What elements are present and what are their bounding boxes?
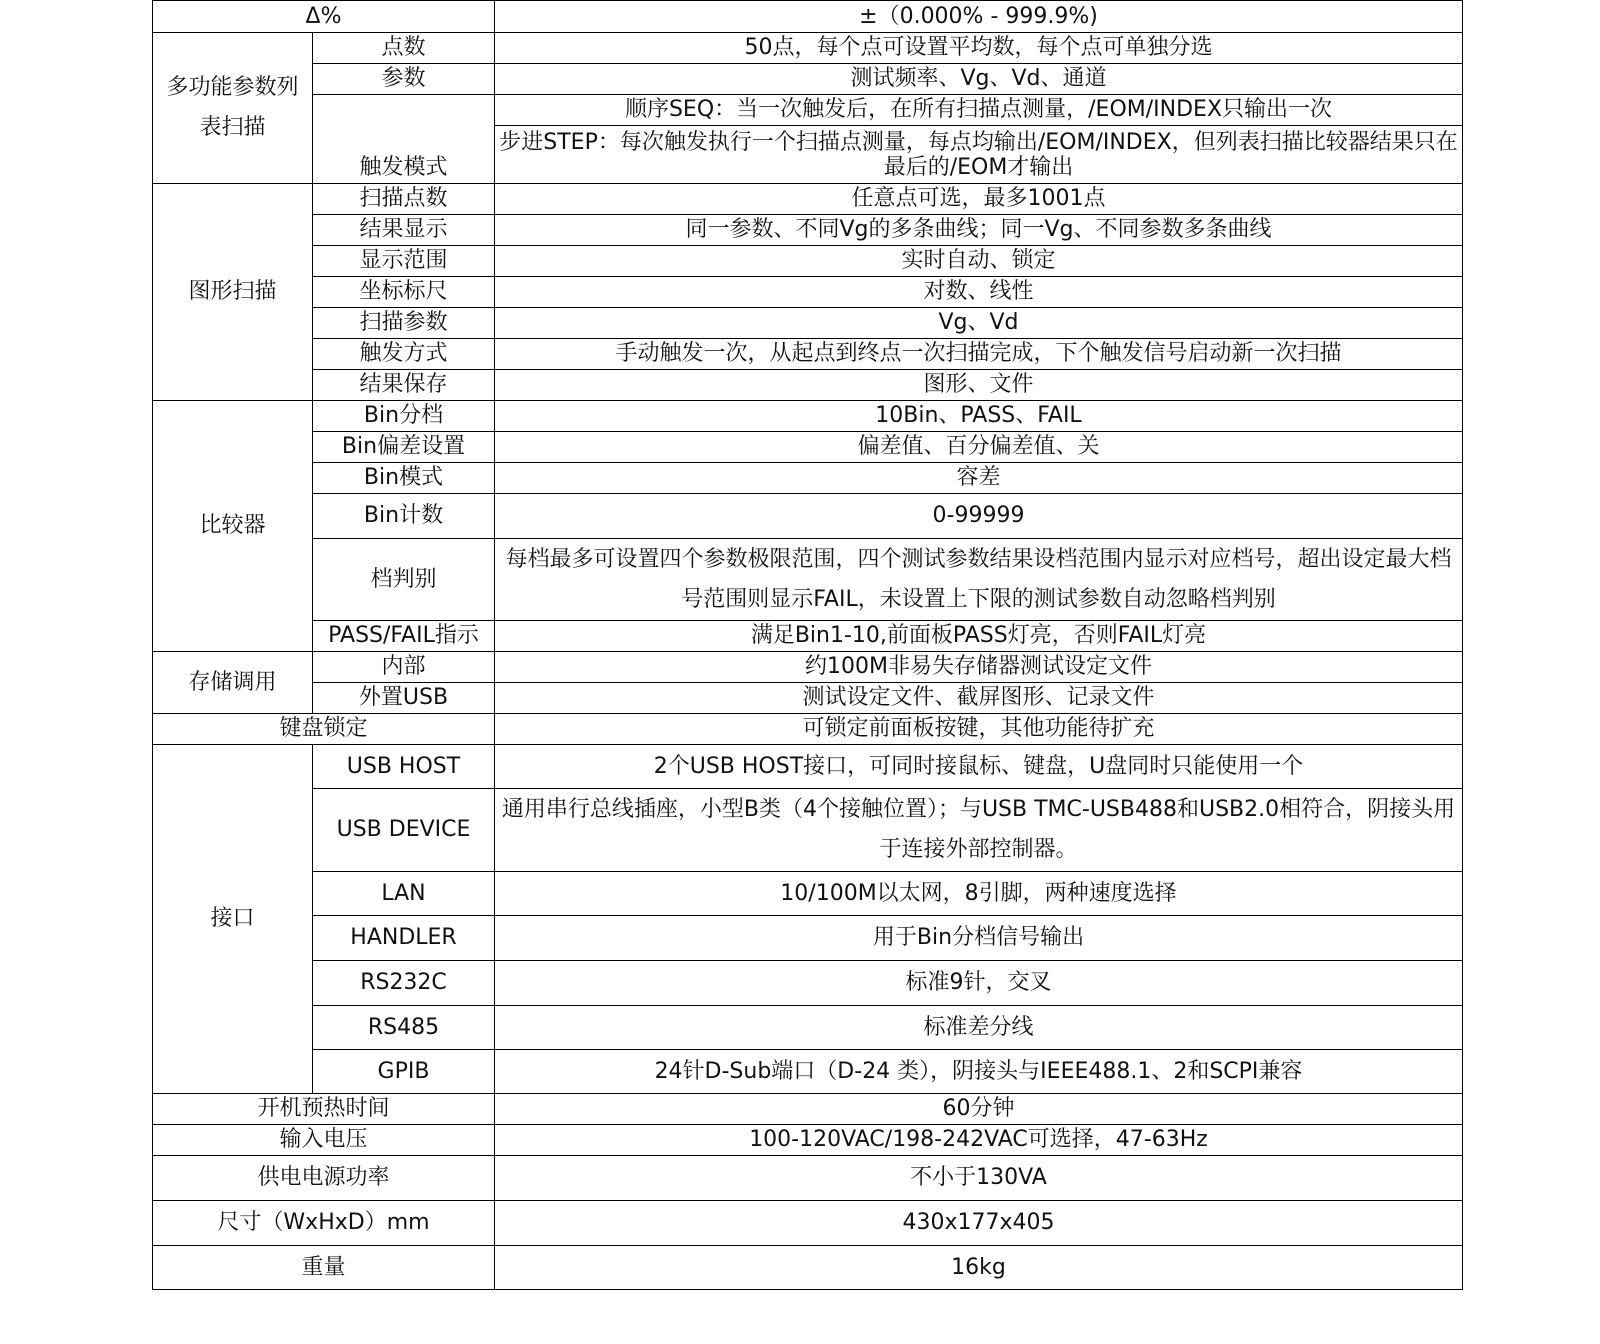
row-value: 100-120VAC/198-242VAC可选择，47-63Hz <box>495 1125 1463 1156</box>
table-row <box>153 1006 1463 1050</box>
row-value: 2个USB HOST接口，可同时接鼠标、键盘，U盘同时只能使用一个 <box>495 745 1463 789</box>
row-label: Bin计数 <box>313 494 495 539</box>
row-value: 满足Bin1-10,前面板PASS灯亮，否则FAIL灯亮 <box>495 621 1463 652</box>
category-graph-sweep: 图形扫描 <box>153 184 313 401</box>
table-row <box>153 370 1463 401</box>
row-value: 步进STEP：每次触发执行一个扫描点测量，每点均输出/EOM/INDEX，但列表扫描比较器结果只在最后的/EOM才输出 <box>495 126 1463 184</box>
table-row <box>153 539 1463 621</box>
row-label: RS232C <box>313 961 495 1006</box>
row-label: 点数 <box>313 33 495 64</box>
row-value: 通用串行总线插座，小型B类（4个接触位置）；与USB TMC-USB488和USB2.0相符合，阴接头用于连接外部控制器。 <box>495 789 1463 872</box>
table-row <box>153 714 1463 745</box>
row-label: 档判别 <box>313 539 495 621</box>
row-value: 可锁定前面板按键，其他功能待扩充 <box>495 714 1463 745</box>
row-value: 标准9针，交叉 <box>495 961 1463 1006</box>
row-value: 任意点可选，最多1001点 <box>495 184 1463 215</box>
row-value: 实时自动、锁定 <box>495 246 1463 277</box>
row-value: 50点，每个点可设置平均数，每个点可单独分选 <box>495 33 1463 64</box>
table-row <box>153 789 1463 872</box>
table-row <box>153 1156 1463 1201</box>
row-value: 0-99999 <box>495 494 1463 539</box>
row-value: 24针D-Sub端口（D-24 类），阴接头与IEEE488.1、2和SCPI兼容 <box>495 1050 1463 1094</box>
table-row <box>153 1201 1463 1246</box>
table-row <box>153 215 1463 246</box>
row-label: LAN <box>313 872 495 916</box>
row-label: 参数 <box>313 64 495 95</box>
row-label: 供电电源功率 <box>153 1156 495 1201</box>
row-label: USB DEVICE <box>313 789 495 872</box>
row-value: 430x177x405 <box>495 1201 1463 1246</box>
row-label: 显示范围 <box>313 246 495 277</box>
category-interface: 接口 <box>153 745 313 1094</box>
row-label: Bin偏差设置 <box>313 432 495 463</box>
table-row <box>153 1125 1463 1156</box>
category-list-sweep: 多功能参数列表扫描 <box>153 33 313 184</box>
table-row <box>153 961 1463 1006</box>
category-storage: 存储调用 <box>153 652 313 714</box>
row-value: 用于Bin分档信号输出 <box>495 916 1463 961</box>
row-label: 扫描点数 <box>313 184 495 215</box>
table-row <box>153 64 1463 95</box>
spec-table <box>152 0 1463 1290</box>
table-row <box>153 621 1463 652</box>
row-label: Bin分档 <box>313 401 495 432</box>
row-label: 键盘锁定 <box>153 714 495 745</box>
row-value: 约100M非易失存储器测试设定文件 <box>495 652 1463 683</box>
row-label: 坐标标尺 <box>313 277 495 308</box>
table-row <box>153 339 1463 370</box>
table-row <box>153 277 1463 308</box>
table-row <box>153 95 1463 126</box>
table-row <box>153 432 1463 463</box>
row-label: Bin模式 <box>313 463 495 494</box>
row-value: 对数、线性 <box>495 277 1463 308</box>
row-label: Δ% <box>153 1 495 33</box>
row-value: 16kg <box>495 1246 1463 1290</box>
row-label: 扫描参数 <box>313 308 495 339</box>
row-value: 标准差分线 <box>495 1006 1463 1050</box>
table-row <box>153 1094 1463 1125</box>
table-row <box>153 33 1463 64</box>
table-row <box>153 916 1463 961</box>
table-row <box>153 745 1463 789</box>
table-row <box>153 401 1463 432</box>
row-value: 手动触发一次，从起点到终点一次扫描完成，下个触发信号启动新一次扫描 <box>495 339 1463 370</box>
row-value: 测试设定文件、截屏图形、记录文件 <box>495 683 1463 714</box>
row-value: 60分钟 <box>495 1094 1463 1125</box>
row-label: 重量 <box>153 1246 495 1290</box>
table-row <box>153 246 1463 277</box>
row-value: 每档最多可设置四个参数极限范围，四个测试参数结果设档范围内显示对应档号，超出设定最大档号范围则显示FAIL，未设置上下限的测试参数自动忽略档判别 <box>495 539 1463 621</box>
row-value: 不小于130VA <box>495 1156 1463 1201</box>
row-value: 顺序SEQ：当一次触发后，在所有扫描点测量，/EOM/INDEX只输出一次 <box>495 95 1463 126</box>
row-label: 结果保存 <box>313 370 495 401</box>
row-label: 开机预热时间 <box>153 1094 495 1125</box>
table-row <box>153 872 1463 916</box>
table-row <box>153 1 1463 33</box>
row-label: RS485 <box>313 1006 495 1050</box>
row-value: 10/100M以太网，8引脚，两种速度选择 <box>495 872 1463 916</box>
row-label: 外置USB <box>313 683 495 714</box>
table-row <box>153 683 1463 714</box>
row-label: GPIB <box>313 1050 495 1094</box>
row-label: 尺寸（WxHxD）mm <box>153 1201 495 1246</box>
table-row <box>153 494 1463 539</box>
table-row <box>153 652 1463 683</box>
row-label: 输入电压 <box>153 1125 495 1156</box>
row-label: 触发模式 <box>313 95 495 184</box>
row-label: PASS/FAIL指示 <box>313 621 495 652</box>
row-value: 容差 <box>495 463 1463 494</box>
table-row <box>153 184 1463 215</box>
row-label: 内部 <box>313 652 495 683</box>
table-row <box>153 1050 1463 1094</box>
row-label: HANDLER <box>313 916 495 961</box>
row-value: 同一参数、不同Vg的多条曲线；同一Vg、不同参数多条曲线 <box>495 215 1463 246</box>
table-row <box>153 308 1463 339</box>
row-value: 图形、文件 <box>495 370 1463 401</box>
row-label: 触发方式 <box>313 339 495 370</box>
row-value: 10Bin、PASS、FAIL <box>495 401 1463 432</box>
row-label: USB HOST <box>313 745 495 789</box>
row-label: 结果显示 <box>313 215 495 246</box>
row-value: 偏差值、百分偏差值、关 <box>495 432 1463 463</box>
row-value: Vg、Vd <box>495 308 1463 339</box>
table-row <box>153 1246 1463 1290</box>
category-comparator: 比较器 <box>153 401 313 652</box>
row-value: 测试频率、Vg、Vd、通道 <box>495 64 1463 95</box>
row-value: ±（0.000% - 999.9%) <box>495 1 1463 33</box>
table-row <box>153 463 1463 494</box>
